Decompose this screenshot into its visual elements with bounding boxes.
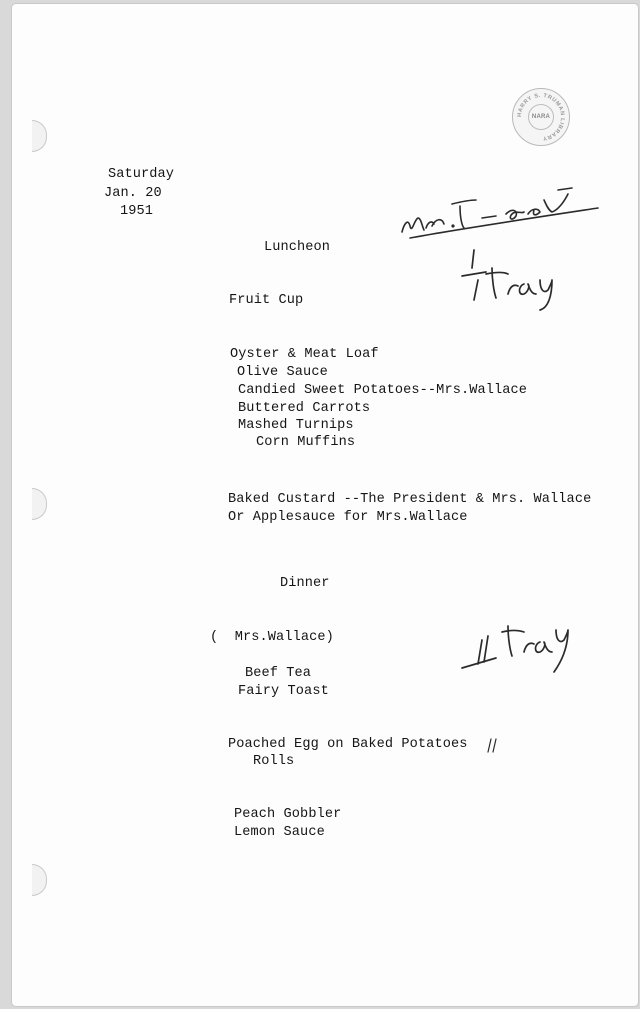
menu-item: Rolls [253, 754, 295, 769]
typed-correction-mark [488, 739, 496, 752]
menu-page [12, 4, 638, 1006]
menu-item: Corn Muffins [256, 435, 356, 450]
menu-item: Peach Gobbler [234, 807, 342, 822]
handwritten-note-mrs-t-icon [402, 188, 598, 238]
handwritten-luncheon-tray-icon [462, 250, 552, 310]
menu-item: Baked Custard --The President & Mrs. Wallace [228, 492, 592, 507]
menu-item: Lemon Sauce [234, 825, 325, 840]
menu-item: Candied Sweet Potatoes--Mrs.Wallace [238, 383, 528, 398]
menu-item: Buttered Carrots [238, 401, 371, 416]
dinner-heading: Dinner [280, 576, 330, 591]
date-day: Saturday [108, 167, 175, 182]
menu-item: Fairy Toast [238, 684, 329, 699]
menu-item: Or Applesauce for Mrs.Wallace [228, 510, 468, 525]
menu-item: Fruit Cup [229, 293, 304, 308]
stamp-center: NARA [528, 104, 554, 130]
handwritten-annotations [12, 4, 638, 1006]
menu-item: Olive Sauce [237, 365, 328, 380]
dinner-note: ( Mrs.Wallace) [210, 630, 334, 645]
menu-item: Oyster & Meat Loaf [230, 347, 379, 362]
date-year: 1951 [120, 204, 154, 219]
date-month-day: Jan. 20 [104, 186, 162, 201]
stamp-ring-text: HARRY S. TRUMAN LIBRARY [516, 92, 566, 142]
menu-item: Beef Tea [245, 666, 312, 681]
menu-item: Mashed Turnips [238, 418, 354, 433]
handwritten-dinner-tray-icon [462, 626, 568, 672]
luncheon-heading: Luncheon [264, 240, 331, 255]
menu-item: Poached Egg on Baked Potatoes [228, 737, 468, 752]
